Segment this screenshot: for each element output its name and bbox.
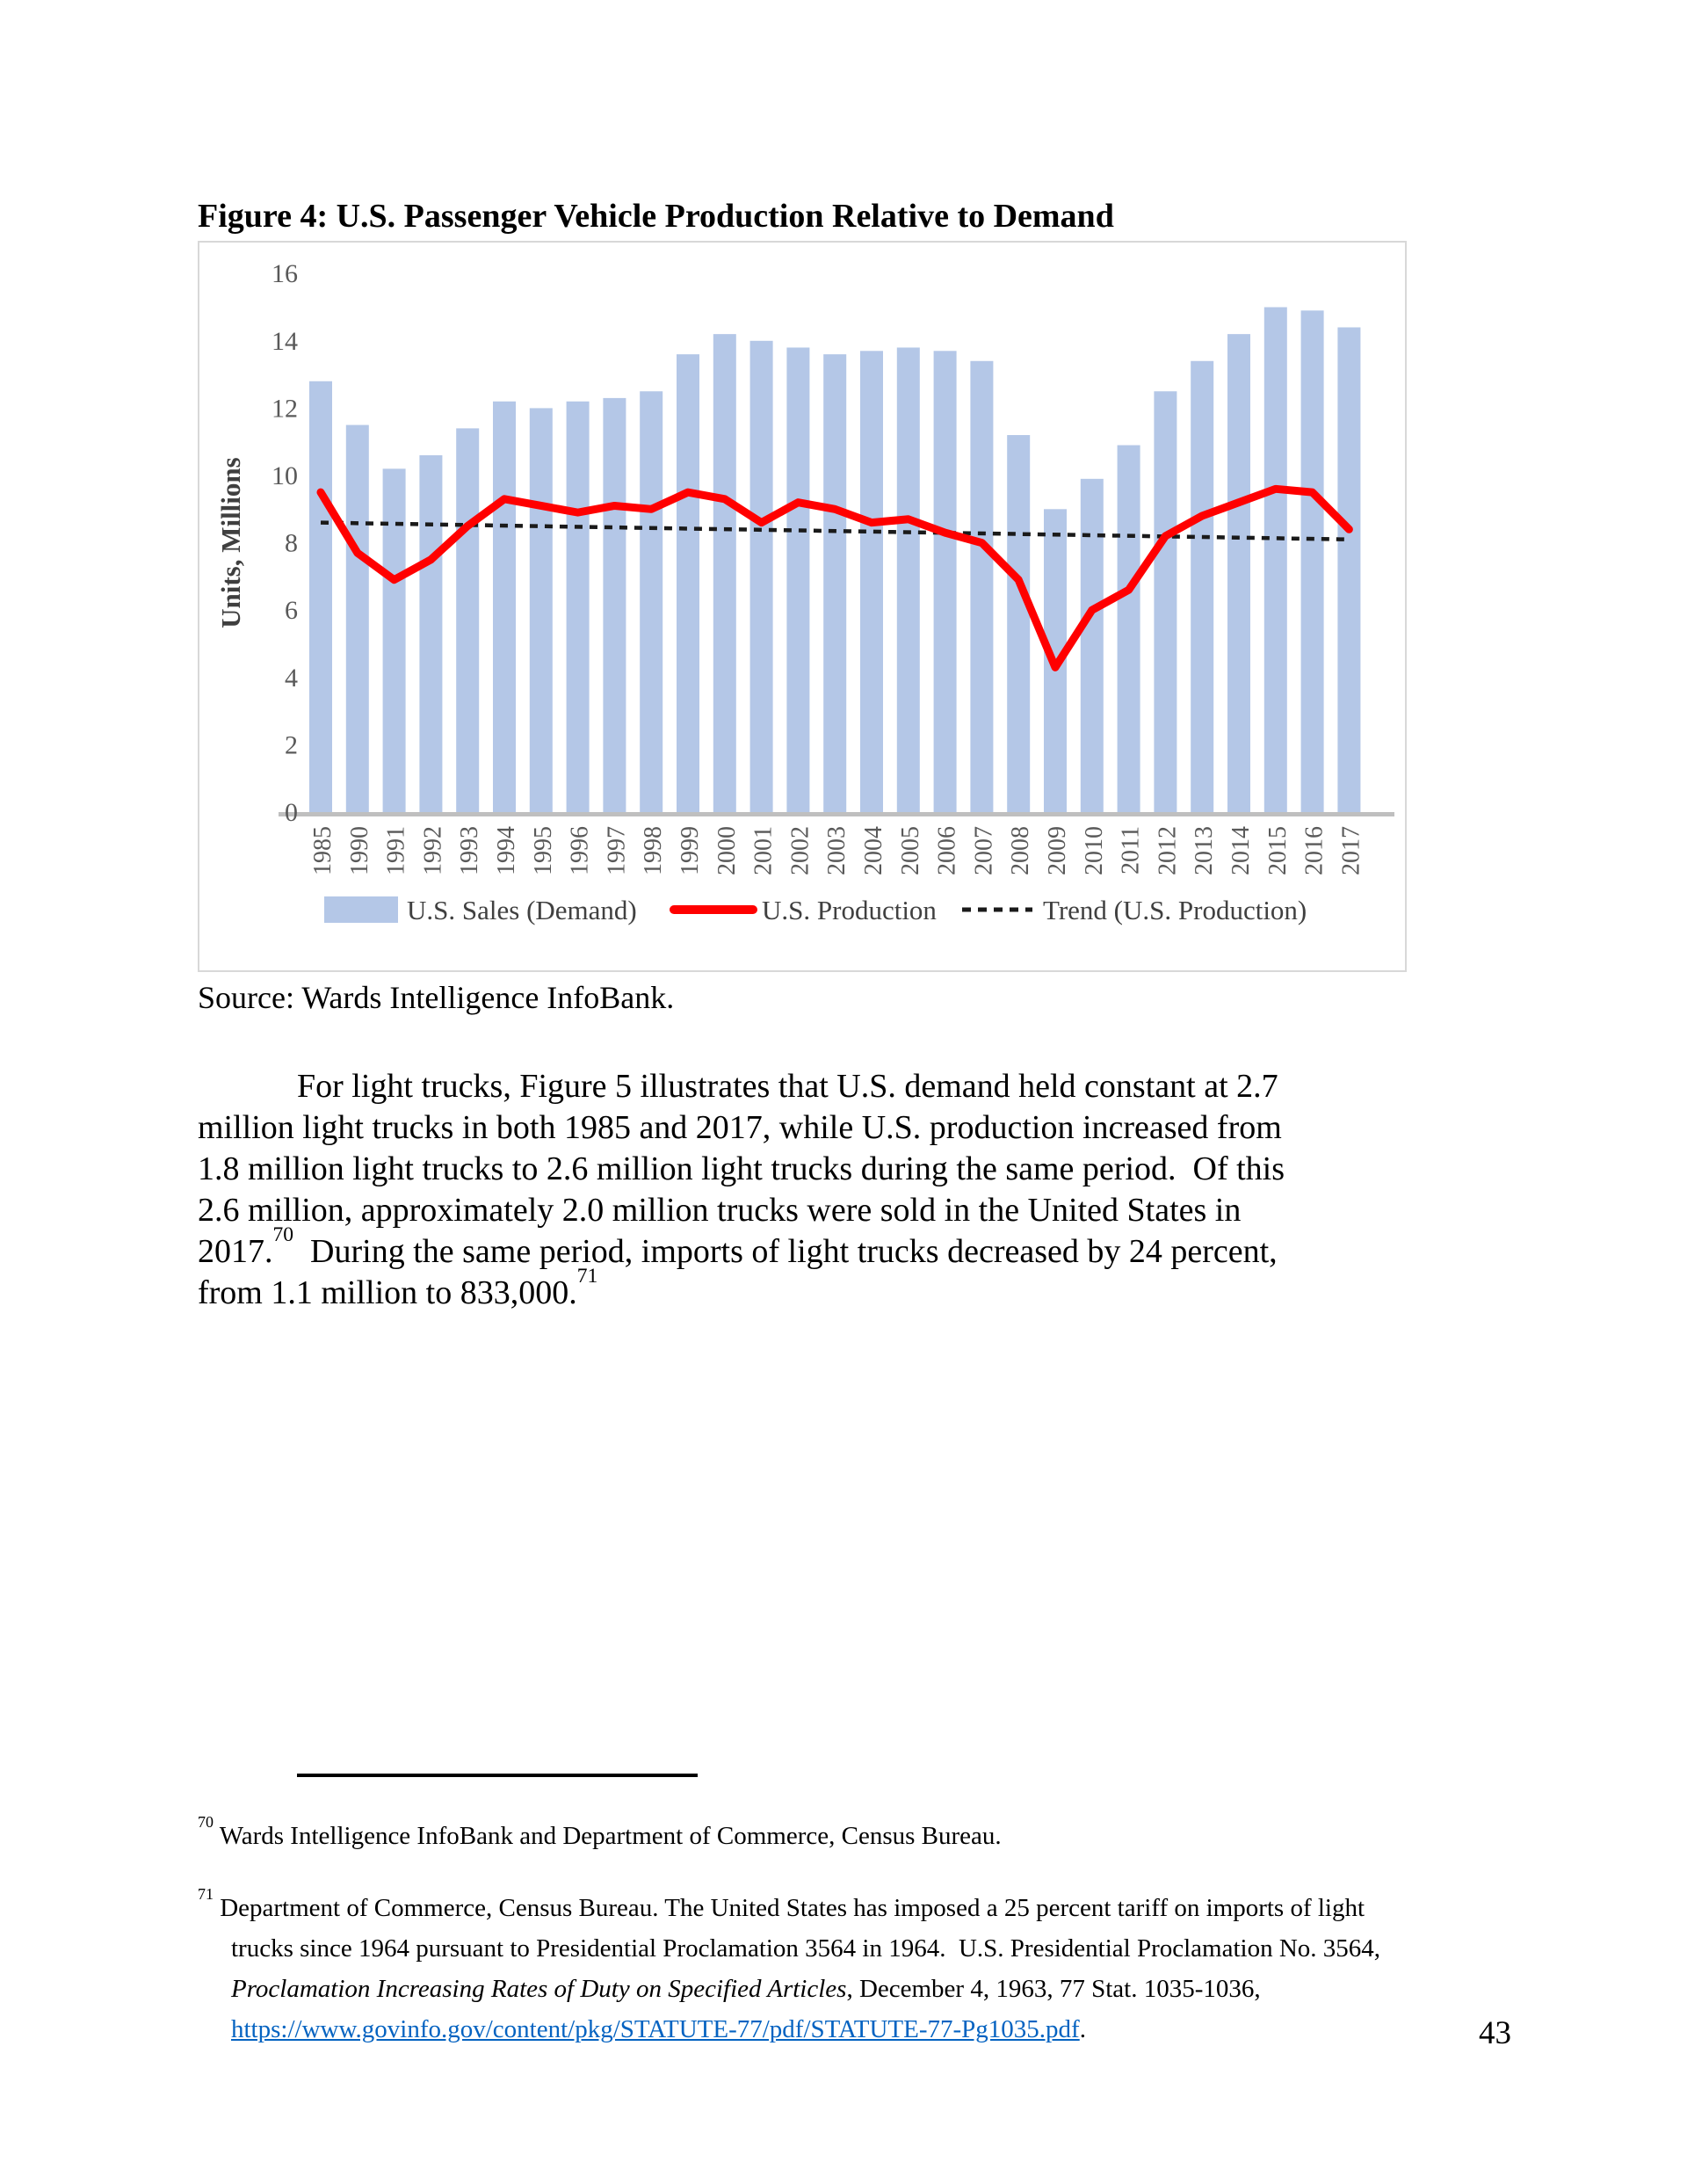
- y-tick-label: 2: [285, 730, 298, 760]
- x-tick-label: 1985: [309, 826, 337, 875]
- text-line: [198, 1107, 1285, 1149]
- sales-bar: [567, 402, 590, 812]
- text-line: [198, 1190, 1285, 1231]
- figure-title: Figure 4: U.S. Passenger Vehicle Production Relative to Demand: [198, 198, 1114, 235]
- body-paragraph: [198, 1066, 1285, 1314]
- text-line: [198, 1223, 1285, 1273]
- x-tick-label: 1993: [456, 826, 484, 875]
- text-line: [198, 1928, 1380, 1969]
- sales-bar: [970, 361, 993, 812]
- y-tick-label: 6: [285, 596, 298, 626]
- legend-label-production: U.S. Production: [762, 895, 937, 925]
- y-tick-label: 14: [272, 326, 298, 356]
- x-tick-label: 2015: [1263, 826, 1292, 875]
- text-segment: 2017.: [198, 1233, 273, 1270]
- sales-bar: [786, 347, 809, 812]
- text-line: [198, 1813, 1002, 1856]
- text-segment: .: [1079, 2015, 1086, 2043]
- sales-bar: [1301, 310, 1324, 812]
- sales-bar: [530, 408, 553, 812]
- text-segment: , December 4, 1963, 77 Stat. 1035-1036,: [846, 1975, 1261, 2003]
- x-tick-label: 2011: [1117, 826, 1145, 874]
- x-tick-label: 2012: [1154, 826, 1182, 875]
- sales-bar: [1227, 334, 1250, 812]
- footnote-marker: 70: [198, 1813, 214, 1832]
- sales-bar: [1118, 446, 1140, 812]
- text-segment: Department of Commerce, Census Bureau. The United States has imposed a 25 percent tariff on imports of light: [213, 1894, 1365, 1922]
- legend-label-sales: U.S. Sales (Demand): [407, 895, 637, 925]
- x-tick-label: 1990: [345, 826, 373, 875]
- x-tick-label: 1999: [677, 826, 704, 875]
- sales-bar: [493, 402, 516, 812]
- x-tick-label: 1997: [603, 826, 631, 875]
- legend-label-trend: Trend (U.S. Production): [1043, 895, 1307, 925]
- x-tick-label: 1991: [382, 826, 410, 875]
- sales-bar: [346, 425, 369, 812]
- footnote-71: [198, 1885, 1381, 2050]
- sales-bar: [750, 341, 773, 812]
- x-tick-label: 2017: [1337, 826, 1365, 875]
- sales-bar: [456, 428, 479, 812]
- text-segment: trucks since 1964 pursuant to Presidential Proclamation 3564 in 1964. U.S. Presidential Proclamation No. 3564,: [231, 1934, 1381, 1963]
- text-segment: Proclamation Increasing Rates of Duty on Specified Articles: [231, 1975, 847, 2003]
- x-tick-label: 1995: [529, 826, 557, 875]
- x-tick-label: 2004: [860, 826, 887, 875]
- figure4-chart: [198, 241, 1407, 972]
- x-tick-label: 2001: [749, 826, 778, 875]
- x-tick-label: 2002: [786, 826, 815, 875]
- x-tick-label: 2007: [970, 826, 998, 875]
- x-tick-label: 2005: [896, 826, 924, 875]
- page-number: 43: [1479, 2015, 1511, 2051]
- text-segment: During the same period, imports of light trucks decreased by 24 percent,: [293, 1233, 1278, 1270]
- text-line: [198, 1149, 1285, 1190]
- footnote-marker: 71: [576, 1264, 598, 1288]
- text-segment: 1.8 million light trucks to 2.6 million light trucks during the same period. Of this: [198, 1150, 1285, 1187]
- y-tick-label: 4: [285, 663, 298, 693]
- y-tick-label: 16: [272, 259, 298, 289]
- sales-bar: [897, 347, 920, 812]
- footnote-marker: 71: [198, 1885, 214, 1904]
- x-tick-label: 1996: [566, 826, 594, 875]
- sales-bar: [677, 354, 699, 812]
- text-line: [198, 1264, 1285, 1314]
- sales-bar: [1007, 435, 1030, 812]
- x-tick-label: 1994: [493, 826, 520, 875]
- x-tick-label: 2016: [1300, 826, 1329, 875]
- sales-bar: [309, 381, 332, 812]
- text-line: [198, 1066, 1285, 1107]
- footnote-marker: 70: [272, 1223, 294, 1246]
- sales-bar: [1081, 479, 1104, 812]
- y-axis-title: Units, Millions: [215, 457, 246, 628]
- text-segment: million light trucks in both 1985 and 2017, while U.S. production increased from: [198, 1109, 1282, 1146]
- x-tick-label: 2013: [1191, 826, 1219, 875]
- footnote-separator: [297, 1774, 698, 1777]
- x-tick-label: 1992: [419, 826, 447, 875]
- x-tick-label: 2003: [823, 826, 851, 875]
- sales-bar: [934, 351, 957, 812]
- figure4-chart-svg: [199, 243, 1405, 970]
- sales-bar: [1337, 327, 1360, 812]
- sales-bar: [713, 334, 736, 812]
- sales-bar: [1154, 391, 1177, 812]
- footnote-70: [198, 1813, 1002, 1856]
- text-line: [198, 2009, 1380, 2050]
- text-line: [198, 1885, 1380, 1928]
- text-line: [198, 1969, 1380, 2009]
- sales-bar: [603, 398, 626, 812]
- text-segment: For light trucks, Figure 5 illustrates that U.S. demand held constant at 2.7: [297, 1068, 1278, 1105]
- x-tick-label: 2010: [1080, 826, 1108, 875]
- x-tick-label: 2000: [713, 826, 741, 875]
- y-tick-label: 12: [272, 394, 298, 424]
- x-tick-label: 2006: [933, 826, 961, 875]
- sales-bar: [823, 354, 846, 812]
- sales-bar: [383, 468, 406, 812]
- y-tick-label: 10: [272, 461, 298, 490]
- y-tick-label: 0: [285, 798, 298, 827]
- x-tick-label: 2008: [1007, 826, 1035, 875]
- text-segment: 2.6 million, approximately 2.0 million trucks were sold in the United States in: [198, 1192, 1242, 1229]
- sales-bar: [1264, 308, 1287, 813]
- x-tick-label: 1998: [640, 826, 668, 875]
- sales-bar: [640, 391, 662, 812]
- x-tick-label: 2009: [1044, 826, 1071, 875]
- sales-bar: [860, 351, 883, 812]
- statute-link[interactable]: https://www.govinfo.gov/content/pkg/STATUTE-77/pdf/STATUTE-77-Pg1035.pdf: [231, 2015, 1080, 2043]
- legend-swatch-sales: [324, 896, 398, 923]
- sales-bar: [419, 455, 442, 812]
- sales-bar: [1191, 361, 1213, 812]
- text-segment: from 1.1 million to 833,000.: [198, 1274, 577, 1311]
- y-tick-label: 8: [285, 528, 298, 558]
- source-note: Source: Wards Intelligence InfoBank.: [198, 980, 675, 1015]
- x-tick-label: 2014: [1227, 826, 1255, 875]
- text-segment: Wards Intelligence InfoBank and Department of Commerce, Census Bureau.: [213, 1822, 1002, 1850]
